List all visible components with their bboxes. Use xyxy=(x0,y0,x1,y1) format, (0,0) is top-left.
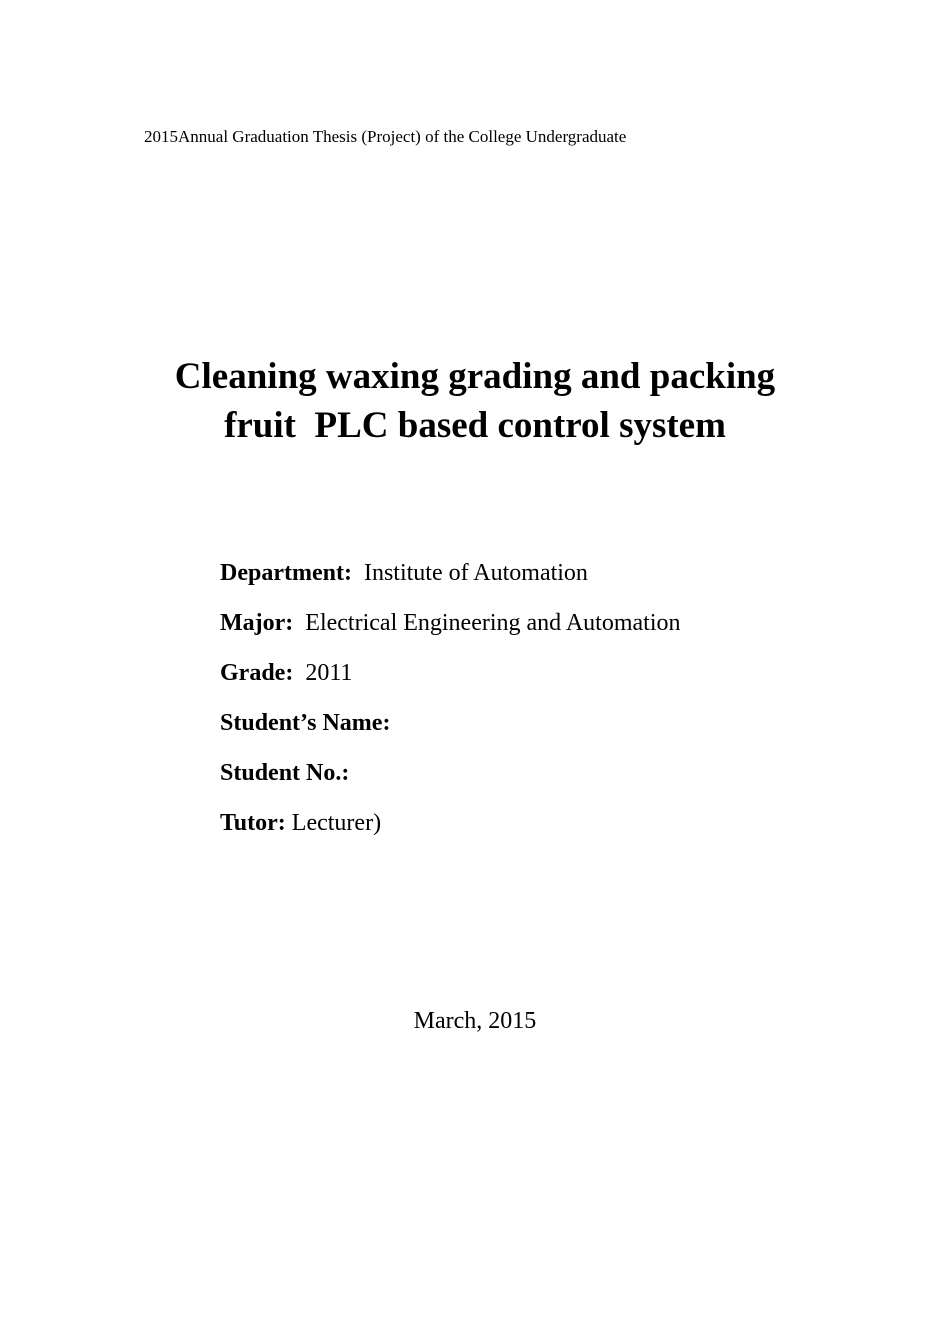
grade-value: 2011 xyxy=(305,660,353,686)
student-info xyxy=(220,559,681,859)
grade-label: Grade: xyxy=(220,660,294,686)
info-row-grade xyxy=(220,659,681,709)
info-row-student-name xyxy=(220,709,681,759)
info-row-department xyxy=(220,559,681,609)
major-label: Major: xyxy=(220,610,294,636)
thesis-header: 2015Annual Graduation Thesis (Project) of the College Undergraduate xyxy=(144,127,627,146)
major-value: Electrical Engineering and Automation xyxy=(305,610,681,636)
info-row-tutor xyxy=(220,809,681,859)
info-row-student-no xyxy=(220,759,681,809)
title-line-2: fruit PLC based control system xyxy=(224,405,726,446)
submission-date: March, 2015 xyxy=(413,1008,537,1034)
department-value: Institute of Automation xyxy=(363,560,588,586)
department-label: Department: xyxy=(220,560,352,586)
tutor-label: Tutor: xyxy=(220,810,286,836)
info-row-major xyxy=(220,609,681,659)
student-no-label: Student No.: xyxy=(220,760,350,786)
title-line-1: Cleaning waxing grading and packing xyxy=(174,356,776,397)
tutor-value: Lecturer) xyxy=(291,810,382,836)
student-name-label: Student’s Name: xyxy=(220,710,391,736)
thesis-title xyxy=(0,352,950,450)
